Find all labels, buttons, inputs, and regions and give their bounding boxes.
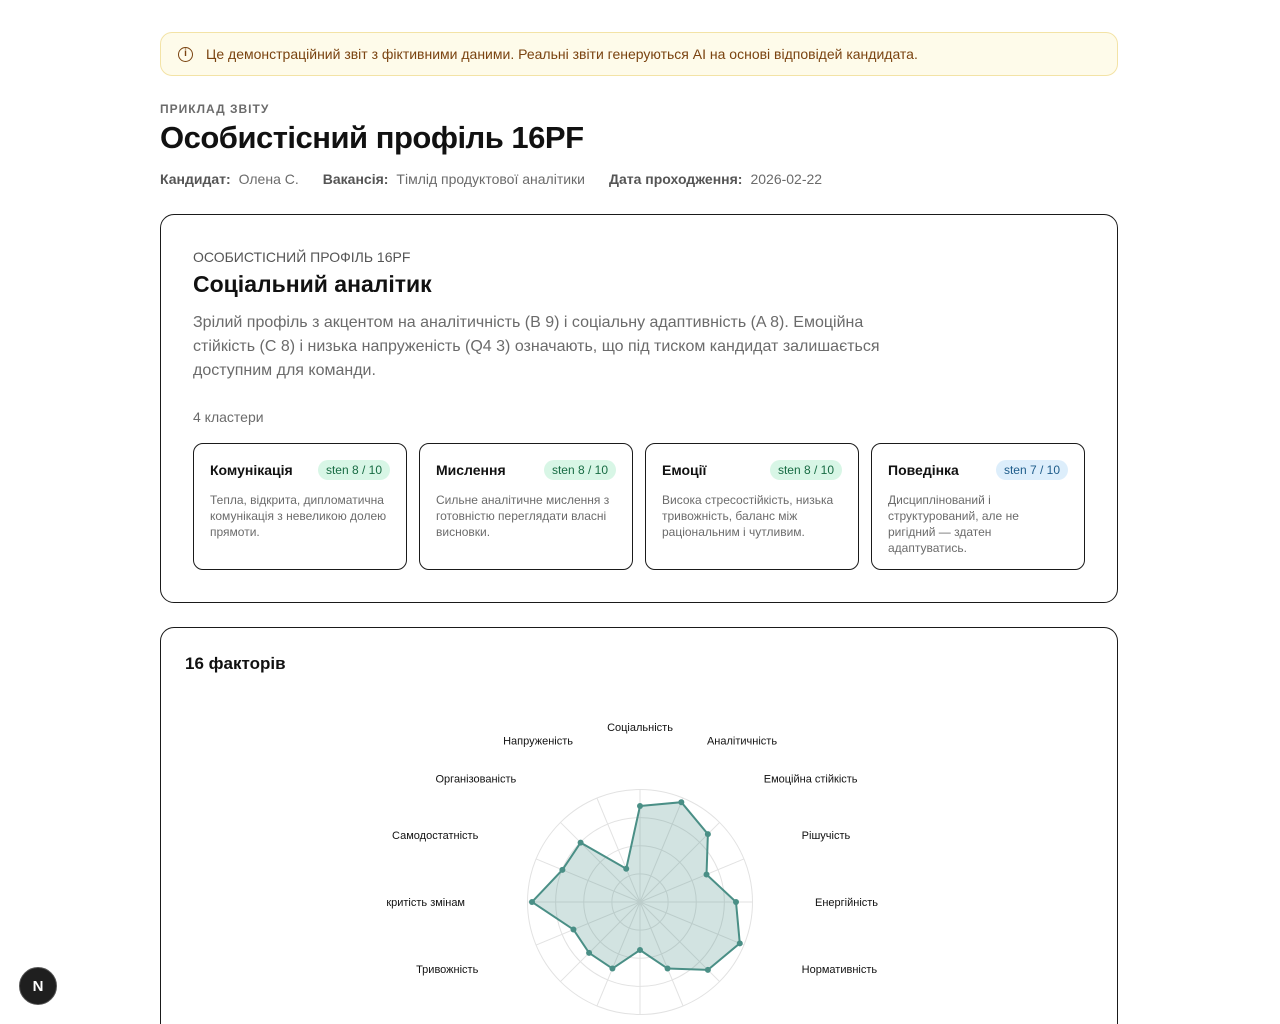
radar-point	[559, 867, 565, 873]
radar-point	[737, 940, 743, 946]
meta-candidate-value: Олена С.	[238, 171, 299, 187]
cluster-card-behavior	[871, 443, 1085, 570]
profile-title: Соціальний аналітик	[193, 271, 432, 297]
radar-point	[578, 840, 584, 846]
factors-title: 16 факторів	[185, 654, 286, 673]
clusters-count: 4 кластери	[193, 409, 264, 425]
radar-axis-label: Самодостатність	[392, 830, 479, 843]
radar-point	[570, 927, 576, 933]
profile-eyebrow: ОСОБИСТІСНИЙ ПРОФІЛЬ 16PF	[193, 249, 411, 265]
meta-vacancy	[323, 171, 585, 187]
cluster-sten-badge: sten 8 / 10	[770, 460, 842, 480]
cluster-sten-badge: sten 8 / 10	[318, 460, 390, 480]
radar-point	[637, 947, 643, 953]
radar-point	[704, 871, 710, 877]
meta-vacancy-label: Вакансія:	[322, 171, 389, 187]
clusters-list	[193, 443, 1085, 570]
cluster-sten-badge: sten 8 / 10	[544, 460, 616, 480]
meta-candidate	[160, 171, 299, 187]
radar-point	[623, 866, 629, 872]
cluster-name: Поведінка	[888, 462, 959, 478]
cluster-description: Сильне аналітичне мислення з готовністю переглядати власні висновки.	[436, 493, 610, 539]
meta-date-label: Дата проходження:	[609, 171, 743, 187]
radar-point	[705, 967, 711, 973]
radar-axis-label: Тривожність	[416, 963, 479, 976]
factors-card	[160, 627, 1118, 1024]
radar-axis-label: Соціальність	[607, 722, 673, 734]
demo-notice	[160, 32, 1118, 76]
radar-point	[586, 950, 592, 956]
radar-axis-label: Напруженість	[503, 735, 574, 748]
page-title: Особистісний профіль 16PF	[160, 120, 584, 155]
radar-axis-label: Рішучість	[801, 830, 851, 843]
report-meta	[160, 171, 822, 187]
meta-candidate-label: Кандидат:	[160, 171, 231, 187]
radar-axis-label: Аналітичність	[706, 735, 778, 748]
demo-notice-text: Це демонстраційний звіт з фіктивними даними. Реальні звіти генеруються AI на основі відповідей кандидата.	[206, 46, 918, 62]
radar-axis-label: критість змінам	[386, 897, 465, 909]
radar-point	[665, 966, 671, 972]
cluster-name: Мислення	[436, 462, 506, 478]
cluster-sten-badge: sten 7 / 10	[996, 460, 1068, 480]
meta-date	[609, 171, 822, 187]
cluster-card-communication	[193, 443, 407, 570]
radar-point	[637, 803, 643, 809]
cluster-name: Емоції	[662, 462, 707, 478]
report-eyebrow: ПРИКЛАД ЗВІТУ	[160, 102, 270, 116]
radar-axis-label: Організованість	[435, 773, 517, 786]
radar-point	[609, 966, 615, 972]
cluster-card-thinking	[419, 443, 633, 570]
radar-axis-label: Нормативність	[801, 963, 878, 976]
profile-card	[160, 214, 1118, 603]
radar-axis-label: Емоційна стійкість	[763, 773, 858, 786]
cluster-name: Комунікація	[210, 462, 293, 478]
radar-point	[705, 831, 711, 837]
radar-axis-label: Енергійність	[815, 897, 879, 909]
radar-point	[678, 799, 684, 805]
cluster-card-emotions	[645, 443, 859, 570]
factors-radar-chart	[161, 628, 1119, 1024]
radar-series-area	[532, 802, 740, 970]
next-logo-icon[interactable]: N	[19, 967, 57, 1005]
radar-point	[733, 899, 739, 905]
cluster-description: Тепла, відкрита, дипломатична комунікація з невеликою долею прямоти.	[210, 493, 387, 539]
profile-description: Зрілий профіль з акцентом на аналітичність (B 9) і соціальну адаптивність (A 8). Емоційна стійкість (C 8) і низька напруженість (Q4 3) означають, що під тиском кандидат залишається доступним для команди.	[193, 314, 880, 379]
meta-vacancy-value: Тімлід продуктової аналітики	[396, 171, 585, 187]
radar-point	[529, 899, 535, 905]
meta-date-value: 2026-02-22	[750, 171, 823, 187]
cluster-description: Дисциплінований і структурований, але не ригідний — здатен адаптуватись.	[888, 493, 1019, 555]
info-icon: i	[178, 47, 193, 62]
cluster-description: Висока стресостійкість, низька тривожність, баланс між раціональним і чутливим.	[662, 493, 834, 539]
